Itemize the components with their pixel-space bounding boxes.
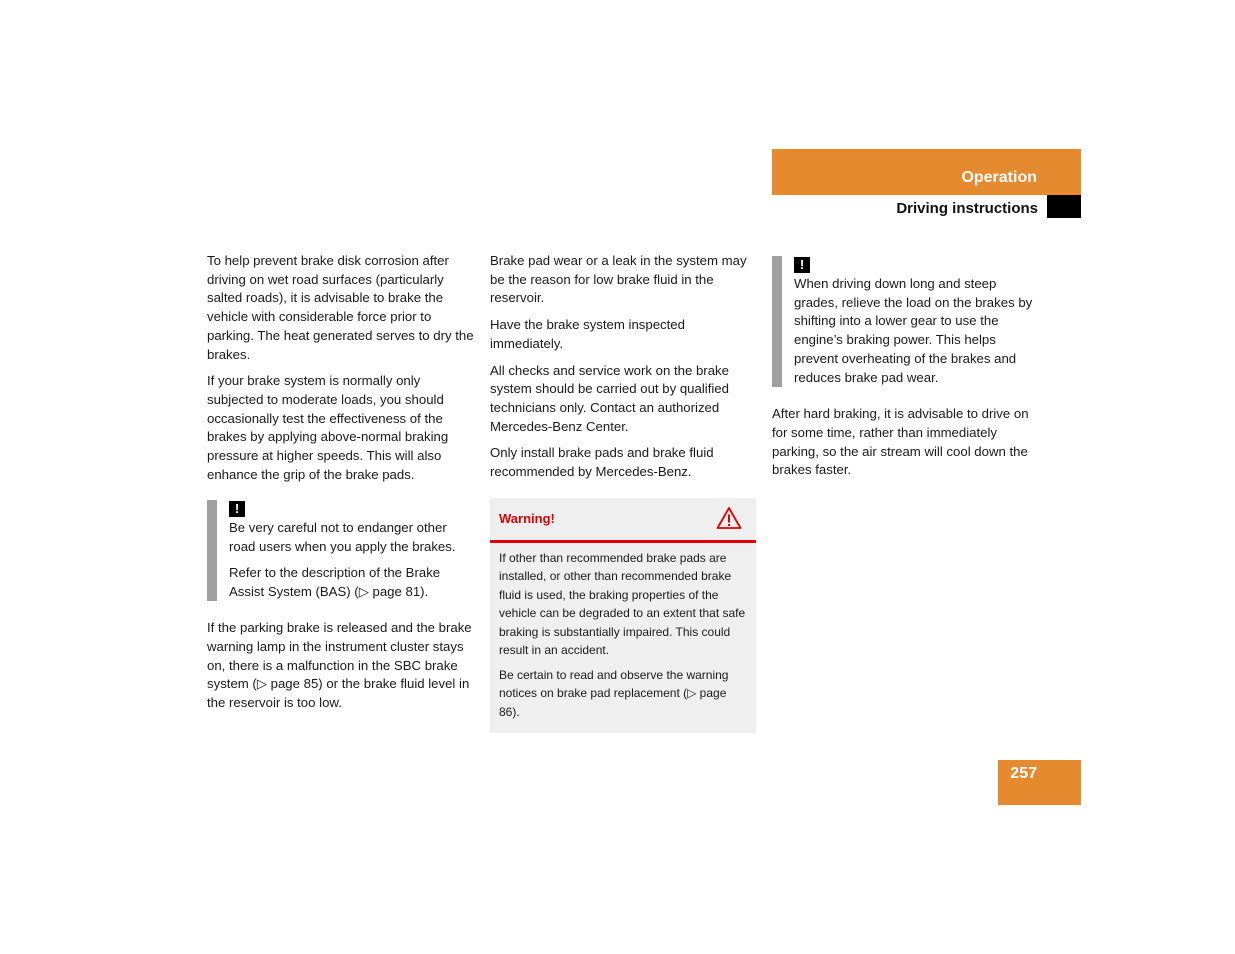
- paragraph: Have the brake system inspected immediately.: [490, 317, 685, 351]
- paragraph: If the parking brake is released and the brake warning lamp in the instrument cluster stays on, there is a malfunction in the SBC brake system (▷ page 85) or the brake fluid level in the reservoir is too low.: [207, 620, 472, 711]
- text-column-2: [490, 252, 756, 733]
- text-column-1: [207, 252, 475, 721]
- section-title: Operation: [961, 169, 1037, 186]
- subsection-marker: [1047, 195, 1081, 218]
- paragraph: To help prevent brake disk corrosion after driving on wet road surfaces (particularly salted roads), it is advisable to brake the vehicle with considerable force prior to parking. The heat generated serves to dry the brakes.: [207, 253, 474, 362]
- notice-paragraph: Refer to the description of the Brake Assist System (BAS) (▷ page 81).: [229, 564, 441, 599]
- exclamation-icon: !: [794, 257, 810, 273]
- notice-paragraph: Be very careful not to endanger other road users when you apply the brakes.: [229, 520, 456, 555]
- subsection-title: Driving instructions: [896, 200, 1038, 217]
- warning-paragraph: If other than recommended brake pads are installed, or other than recommended brake fluid is used, the braking properties of the vehicle can be degraded to an extent that safe braking is substantially impaired. This could result in an accident.: [499, 550, 746, 658]
- paragraph: After hard braking, it is advisable to drive on for some time, rather than immediately parking, so the air stream will cool down the brakes faster.: [772, 406, 1029, 478]
- section-header-bar: [772, 149, 1081, 195]
- text-column-3: [772, 252, 1040, 488]
- notice-box: [772, 256, 1040, 387]
- warning-box: [490, 498, 756, 734]
- page-number: 257: [1010, 765, 1037, 782]
- exclamation-icon: !: [229, 501, 245, 517]
- notice-box: [207, 500, 475, 601]
- page-number-box: [998, 760, 1081, 805]
- warning-paragraph: Be certain to read and observe the warning notices on brake pad replacement (▷ page 86).: [499, 667, 729, 719]
- warning-triangle-icon: [716, 506, 742, 530]
- paragraph: All checks and service work on the brake system should be carried out by qualified technicians only. Contact an authorized Mercedes-Benz Center.: [490, 362, 729, 434]
- warning-body: [490, 543, 756, 734]
- paragraph: If your brake system is normally only subjected to moderate loads, you should occasionally test the effectiveness of the brakes by applying above-normal braking pressure at higher speeds. This will also enhance the grip of the brake pads.: [207, 373, 449, 482]
- warning-header: [490, 498, 756, 543]
- paragraph: Brake pad wear or a leak in the system may be the reason for low brake fluid in the reservoir.: [490, 253, 747, 306]
- notice-paragraph: When driving down long and steep grades, relieve the load on the brakes by shifting into a lower gear to use the engine’s braking power. This helps prevent overheating of the brakes and reduces brake pad wear.: [794, 276, 1033, 385]
- warning-title: Warning!: [499, 510, 555, 526]
- paragraph: Only install brake pads and brake fluid recommended by Mercedes-Benz.: [490, 445, 714, 480]
